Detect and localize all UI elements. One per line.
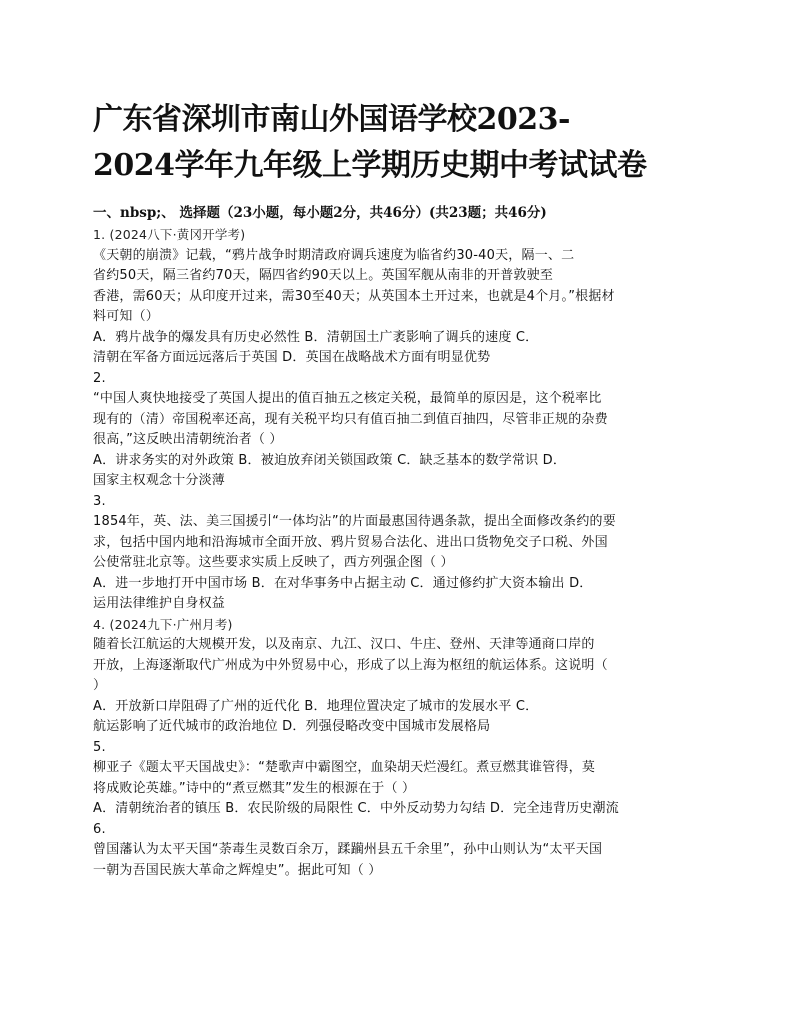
- question-text: 一朝为吾国民族大革命之辉煌史”。据此可知（ ）: [93, 862, 382, 878]
- question-source: 4. (2024九下·广州月考): [93, 616, 233, 632]
- document-title-line-1: 广东省深圳市南山外国语学校2023-: [93, 102, 570, 137]
- question: [93, 820, 713, 882]
- question-text: 随着长江航运的大规模开发，以及南京、九江、汉口、牛庄、登州、天津等通商口岸的: [93, 637, 595, 652]
- question-text: 现有的（清）帝国税率还高，现有关税平均只有值百抽二到值百抽四，尽管非正规的杂费: [93, 411, 608, 427]
- question-text: 求，包括中国内地和沿海城市全面开放、鸦片贸易合法化、进出口货物免交子口税、外国: [93, 534, 608, 550]
- question-number: 5.: [93, 739, 106, 755]
- answer-options: A．讲求务实的对外政策 B．被迫放弃闭关锁国政策 C．缺乏基本的数学常识 D．: [93, 452, 567, 468]
- question-text: 《天朝的崩溃》记载，“鸦片战争时期清政府调兵速度为临省约30-40天，隔一、二: [93, 247, 575, 263]
- question-text: 公使常驻北京等。这些要求实质上反映了，西方列强企图（ ）: [93, 555, 454, 570]
- question-text: 香港，需60天；从印度开过来，需30至40天；从英国本土开过来，也就是4个月。”根据材: [93, 288, 615, 304]
- section-heading: 一、nbsp;、 选择题（23小题，每小题2分，共46分）(共23题；共46分): [93, 205, 547, 221]
- answer-options: A．进一步地打开中国市场 B．在对华事务中占据主动 C．通过修约扩大资本输出 D．: [93, 575, 593, 591]
- question-list: [93, 225, 713, 881]
- question-text: 开放，上海逐渐取代广州成为中外贸易中心，形成了以上海为枢纽的航运体系。这说明（: [93, 657, 608, 673]
- question: [93, 615, 713, 738]
- question-text: ）: [93, 678, 107, 693]
- question-text: 将成败论英雄。”诗中的“煮豆燃萁”发生的根源在于（ ）: [93, 780, 416, 796]
- answer-options: A．鸦片战争的爆发具有历史必然性 B．清朝国土广袤影响了调兵的速度 C．: [93, 329, 539, 345]
- answer-options: 国家主权观念十分淡薄: [93, 473, 226, 488]
- question-text: 料可知（）: [93, 309, 160, 324]
- question-text: 1854年，英、法、美三国援引“一体均沾”的片面最惠国待遇条款，提出全面修改条约的要: [93, 514, 616, 529]
- question-text: 柳亚子《题太平天国战史》：“楚歌声中霸图空，血染胡天烂漫红。煮豆燃萁谁管得，莫: [93, 760, 596, 775]
- question-text: 省约50天，隔三省约70天，隔四省约90天以上。英国军舰从南非的开普敦驶至: [93, 268, 554, 283]
- question-source: 1. (2024八下·黄冈开学考): [93, 227, 246, 242]
- question: [93, 738, 713, 820]
- question: [93, 492, 713, 615]
- question: [93, 225, 713, 369]
- answer-options: 航运影响了近代城市的政治地位 D．列强侵略改变中国城市发展格局: [93, 719, 491, 734]
- question-number: 2.: [93, 370, 106, 386]
- answer-options: 清朝在军备方面远远落后于英国 D．英国在战略战术方面有明显优势: [93, 350, 491, 365]
- question-number: 3.: [93, 493, 106, 509]
- question-text: 很高，”这反映出清朝统治者（ ）: [93, 432, 283, 447]
- document-title-line-2: 2024学年九年级上学期历史期中考试试卷: [93, 148, 647, 183]
- question-text: “中国人爽快地接受了英国人提出的值百抽五之核定关税，最简单的原因是，这个税率比: [93, 391, 602, 406]
- question-number: 6.: [93, 821, 106, 837]
- answer-options: 运用法律维护自身权益: [93, 596, 226, 611]
- question: [93, 369, 713, 492]
- question-text: 曾国藩认为太平天国“荼毒生灵数百余万，蹂躏州县五千余里”，孙中山则认为“太平天国: [93, 842, 603, 857]
- answer-options: A．开放新口岸阻碍了广州的近代化 B．地理位置决定了城市的发展水平 C．: [93, 698, 539, 714]
- answer-options: A．清朝统治者的镇压 B．农民阶级的局限性 C．中外反动势力勾结 D．完全违背历史潮流: [93, 801, 619, 816]
